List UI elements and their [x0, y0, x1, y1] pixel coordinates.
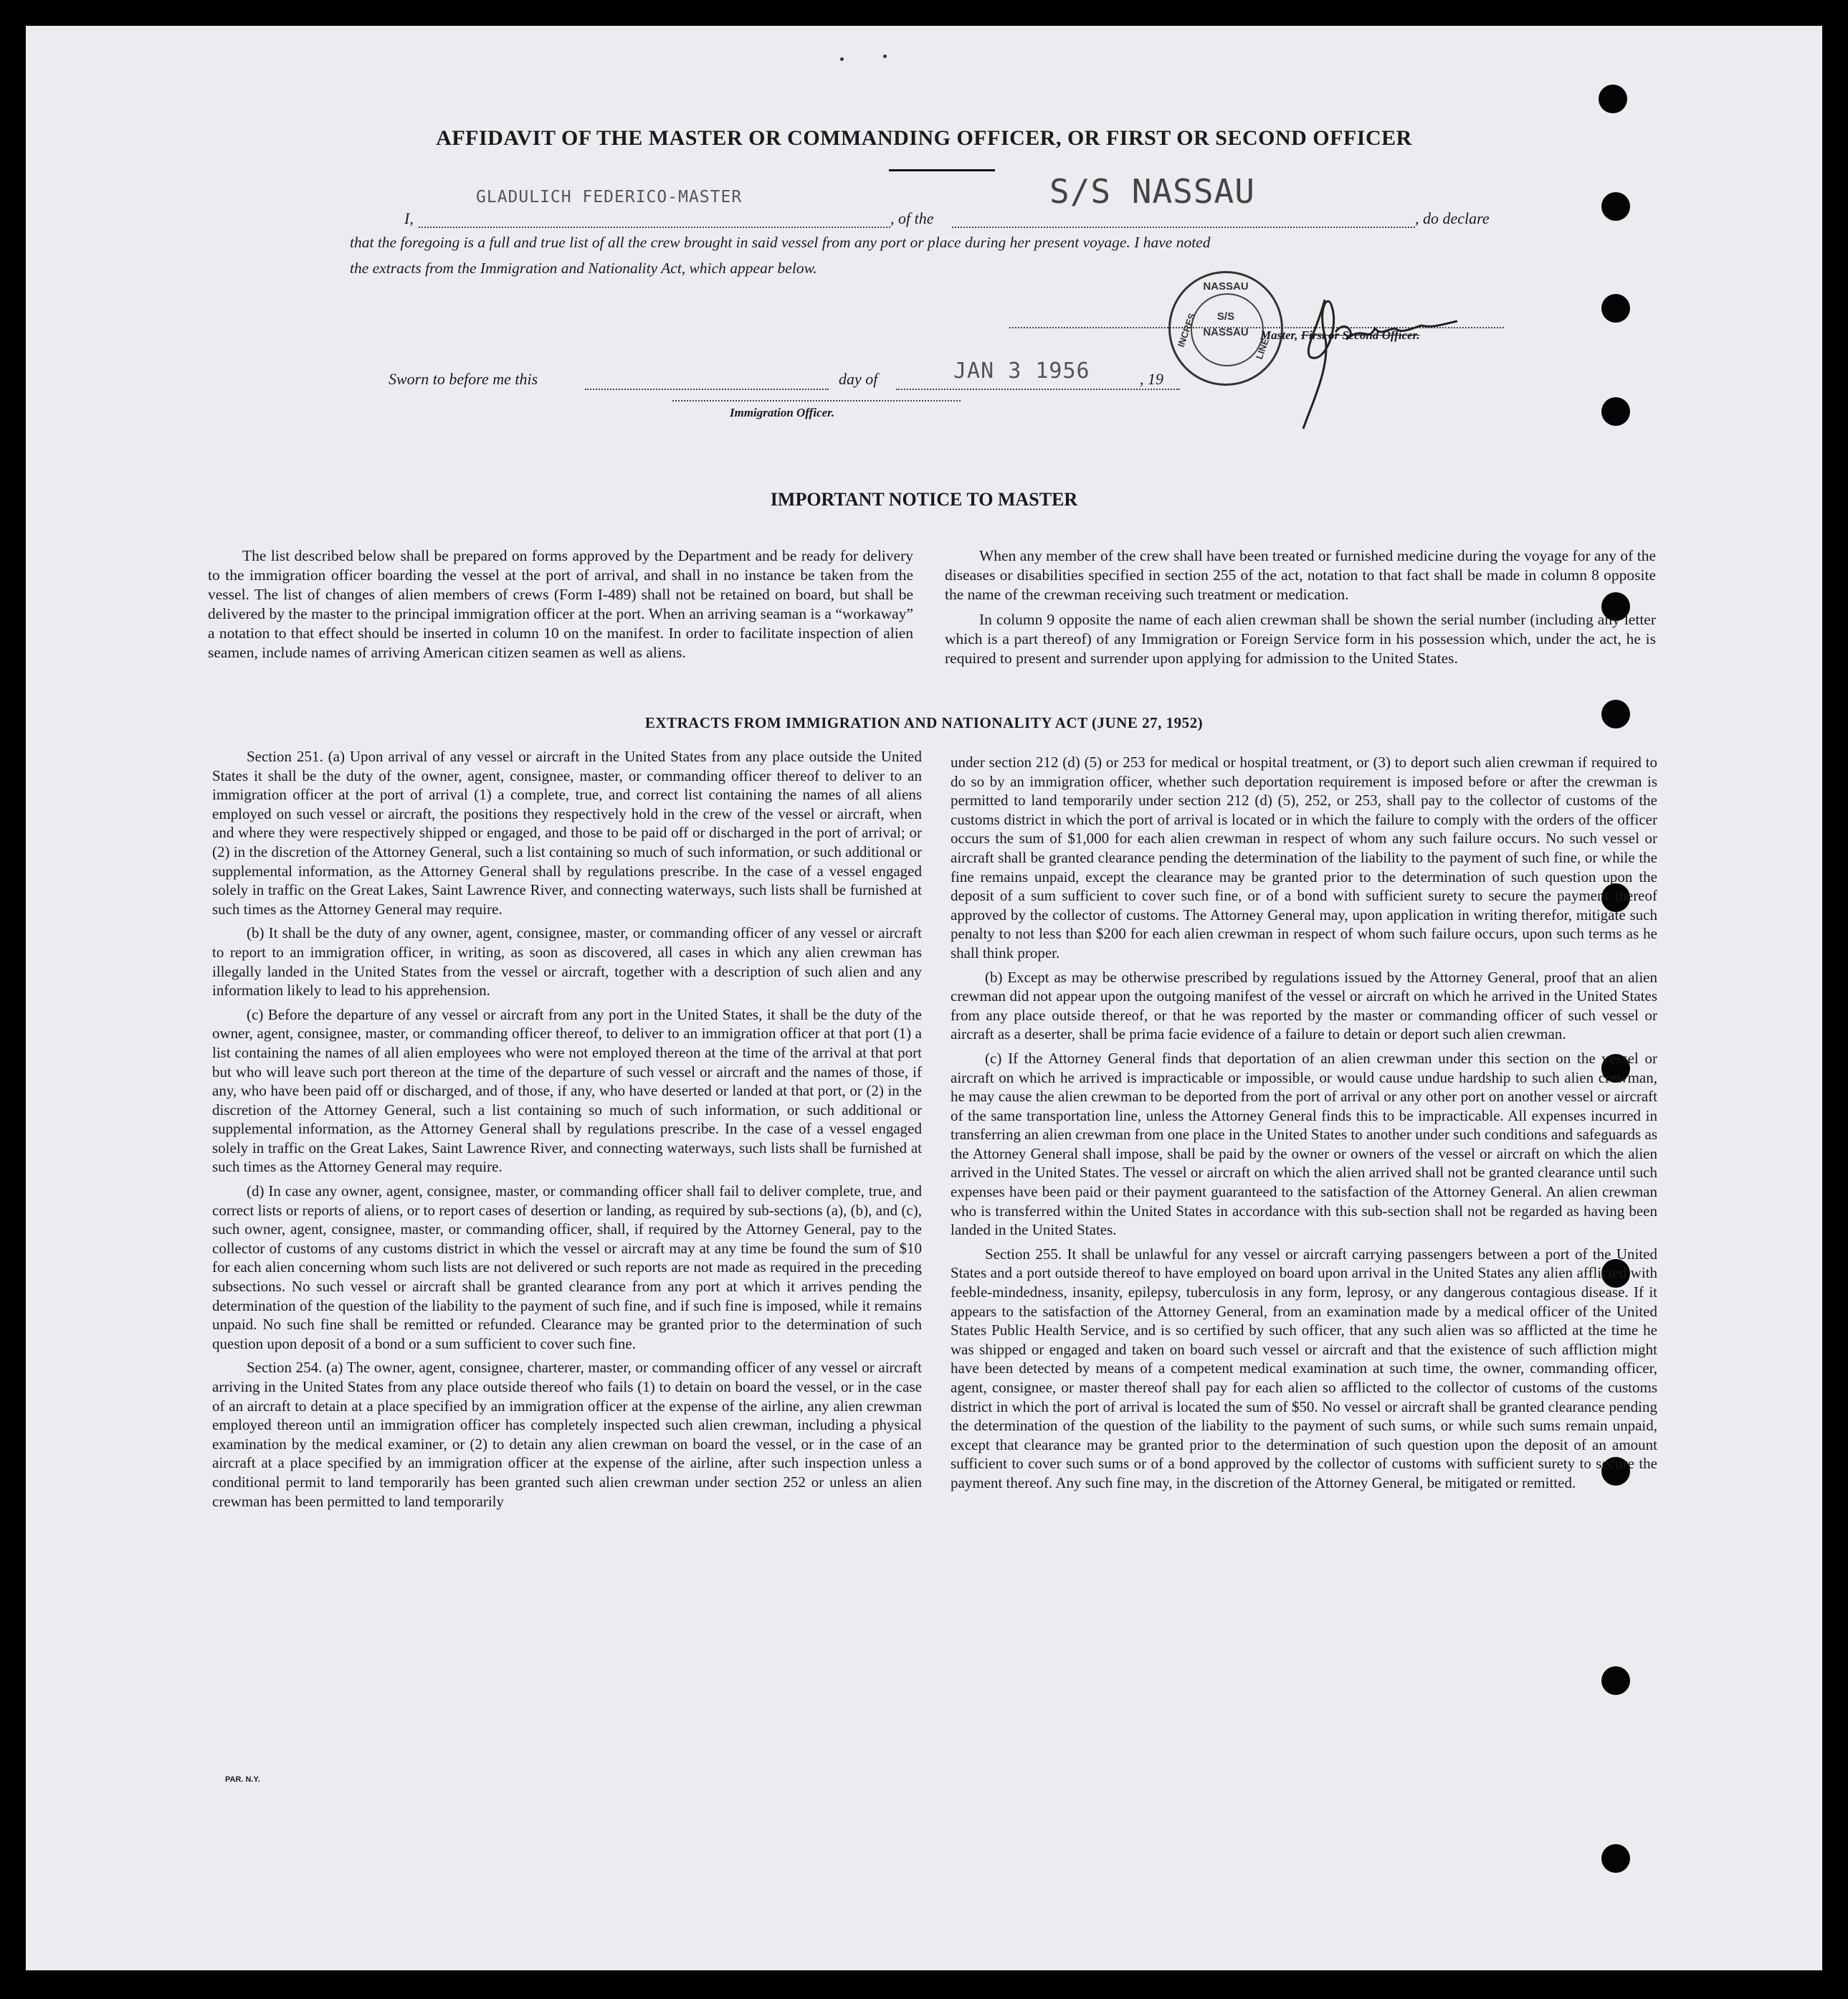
section-254-a: Section 254. (a) The owner, agent, consignee, charterer, master, or commanding officer of any vessel or aircraft arriving in the United States from any place outside thereof who fails (1) to detain on board the vessel, or in the case of an aircraft to detain at a place specified by an immigration officer at the expense of the airline, any alien crewman employed thereon until an immigration officer has completely inspected such alien crewman, including a physical examination by the medical examiner, or (2) to detain any alien crewman on board the vessel, or in the case of an aircraft at a place specified by an immigration officer at the expense of the airline, after such inspection unless a conditional permit to land temporarily has been granted such alien crewman under section 252 or unless an alien crewman has been permitted to land temporarily — [212, 1359, 922, 1510]
stamp-center-1: S/S — [1216, 310, 1235, 323]
sworn-month-line — [896, 389, 1180, 390]
punch-hole — [1601, 1666, 1630, 1695]
name-line — [419, 227, 890, 228]
vessel-line — [952, 227, 1415, 228]
section-254-a-continued: under section 212 (d) (5) or 253 for medical or hospital treatment, or (3) to deport such alien crewman if required to do so by an immigration officer, whether such deportation requirement is imposed before or after the crewman is permitted to land temporarily under section 212 (d) (5), 252, or 253, shall pay to the collector of customs of the customs district in which the port of arrival is located or in which the failure to comply with the orders of the officer occurs the sum of $1,000 for each alien crewman in respect of whom any such failure occurs. No such vessel or aircraft shall be granted clearance pending the determination of the liability to the payment of such fine, or while the fine remains unpaid, except the clearance may be granted prior to the determination of such question upon the deposit of a sum sufficient to cover such fine, or of a bond with sufficient surety to secure the payment thereof approved by the collector of customs. The Attorney General may, upon application in writing therefor, mitigate such penalty to not less than $200 for each alien crewman in respect of whom such failure occurs, upon such terms as he shall think proper. — [951, 754, 1657, 961]
stamp-left-text: INCRES — [1175, 311, 1198, 349]
day-of-label: day of — [839, 370, 878, 388]
notice-right-paragraph-1: When any member of the crew shall have been treated or furnished medicine during the voyage for any of the diseases or disabilities specified in section 255 of the act, notation to that fact shall be made in column 8 opposite the name of the crewman receiving such treatment or medication. — [945, 547, 1656, 603]
affidavit-title: AFFIDAVIT OF THE MASTER OR COMMANDING OFFICER, OR FIRST OR SECOND OFFICER — [436, 126, 1412, 150]
declaration-line-1: that the foregoing is a full and true list of all the crew brought in said vessel from any port or place during her present voyage. I have noted — [350, 234, 1211, 251]
section-251-d: (d) In case any owner, agent, consignee, master, or commanding officer shall fail to deliver complete, true, and correct lists or reports of aliens, or to report cases of desertion or landing, as required by sub-sections (a), (b), and (c), such owner, agent, consignee, master, or commanding officer, shall, if required by the Attorney General, pay to the collector of customs of any customs district in which the vessel or aircraft may at any time be found the sum of $10 for each alien concerning whom such lists are not delivered or such reports are not made as required in the preceding subsections. No such vessel or aircraft shall be granted clearance from any port at which it arrives pending the determination of the question of the liability to the payment of such fine, and if such fine is imposed, while it remains unpaid. No such fine shall be remitted or refunded. Clearance may be granted prior to the determination of such question upon deposit of a bond or a sum sufficient to cover such fine. — [212, 1182, 922, 1352]
section-251-b: (b) It shall be the duty of any owner, agent, consignee, master, or commanding officer of any vessel or aircraft to report to an immigration officer, in writing, as soon as discovered, all cases in which any alien crewman has illegally landed in the United States from the vessel or aircraft, together with a description of such alien and any information likely to lead to his apprehension. — [212, 924, 922, 1000]
notice-right-paragraph-2: In column 9 opposite the name of each alien crewman shall be shown the serial number (including any letter which is a part thereof) of any Immigration or Foreign Service form in his possession which, under the act, he is required to present and surrender upon applying for admission to the United States. — [945, 611, 1656, 667]
notice-title: IMPORTANT NOTICE TO MASTER — [770, 489, 1078, 510]
sworn-label: Sworn to before me this — [389, 370, 538, 388]
stamp-ring-text: NASSAU — [1203, 280, 1249, 293]
immigration-officer-line — [672, 400, 961, 402]
stamp-center-2: NASSAU — [1203, 326, 1249, 338]
vessel-name-field: S/S NASSAU — [1049, 172, 1255, 211]
master-name-field: GLADULICH FEDERICO-MASTER — [476, 188, 743, 206]
speck — [883, 54, 887, 58]
sworn-day-line — [585, 389, 829, 390]
master-label: Master, — [1260, 328, 1298, 342]
struck-officer-label: First or Second Officer. — [1300, 328, 1420, 342]
immigration-officer-caption: Immigration Officer. — [730, 406, 835, 419]
notice-right-column — [945, 546, 1656, 674]
extracts-left-column — [212, 747, 922, 1516]
of-the-label: , of the — [890, 209, 934, 227]
section-251-a: Section 251. (a) Upon arrival of any vessel or aircraft in the United States from any place outside the United States it shall be the duty of the owner, agent, consignee, master, or commanding officer thereof to deliver to an immigration officer at the port of arrival (1) a complete, true, and correct list containing the names of all aliens employed on such vessel or aircraft, the positions they respectively hold in the crew of the vessel or aircraft, when and where they were respectively shipped or engaged, and those to be paid off or discharged in the port of arrival; or (2) in the discretion of the Attorney General, such a list containing so much of such information, or such additional or supplemental information, as the Attorney General shall by regulations prescribe. In the case of a vessel engaged solely in traffic on the Great Lakes, Saint Lawrence River, and connecting waterways, such lists shall be furnished at such times as the Attorney General may require. — [212, 748, 922, 918]
section-254-c: (c) If the Attorney General finds that deportation of an alien crewman under this section on the vessel or aircraft on which he arrived is impracticable or impossible, or would cause undue hardship to such alien crewman, he may cause the alien crewman to be deported from the port of arrival or any other port on another vessel or aircraft of the same transportation line, unless the Attorney General finds this to be impracticable. All expenses incurred in transferring an alien crewman from one place in the United States to another under such conditions and safeguards as the Attorney General shall impose, shall be paid by the owner or owners of the vessel or aircraft on which the alien arrived in the United States. The vessel or aircraft on which the alien arrived shall not be granted clearance until such expenses have been paid or their payment guaranteed to the satisfaction of the Attorney General. An alien crewman who is transferred within the United States in accordance with this sub-section shall not be regarded as having been landed in the United States. — [951, 1049, 1657, 1239]
title-underline — [889, 169, 995, 171]
section-255: Section 255. It shall be unlawful for any vessel or aircraft carrying passengers between a port of the United States and a port outside thereof to have employed on board upon arrival in the United States any alien afflicted with feeble-mindedness, insanity, epilepsy, tuberculosis in any form, leprosy, or any dangerous contagious disease. If it appears to the satisfaction of the Attorney General, from an examination made by a medical officer of the United States Public Health Service, and is so certified by such officer, that any such alien was so afflicted at the time he was shipped or engaged and taken on board such vessel or aircraft and that the existence of such affliction might have been detected by means of a competent medical examination at such time, the owner, commanding officer, agent, consignee, or master thereof shall pay for each alien so afflicted to the collector of customs of the customs district in which the port of arrival is located the sum of $50. No vessel or aircraft shall be granted clearance pending the determination of the question of the liability to the payment of such sums, or while such sums remain unpaid, except that clearance may be granted prior to the determination of such question upon the deposit of an amount sufficient to cover such sums or of a bond approved by the collector of customs with sufficient surety to secure the payment thereof. Any such fine may, in the discretion of the Attorney General, be mitigated or remitted. — [951, 1245, 1657, 1491]
master-signature — [1296, 278, 1511, 436]
i-label: I, — [404, 209, 414, 227]
section-254-b: (b) Except as may be otherwise prescribed by regulations issued by the Attorney General, proof that an alien crewman did not appear upon the outgoing manifest of the vessel or aircraft on which he arrived in the United States from any place outside thereof, or that he was reported by the master or commanding officer of such vessel or aircraft as a deserter, shall be prima facie evidence of a failure to detain or deport such alien crewman. — [951, 968, 1657, 1043]
master-caption — [1260, 328, 1420, 343]
declaration-line-2: the extracts from the Immigration and Nationality Act, which appear below. — [350, 260, 817, 277]
notice-left-paragraph: The list described below shall be prepared on forms approved by the Department and be ready for delivery to the immigration officer boarding the vessel at the port of arrival, and shall in no instance be taken from the vessel. The list of changes of alien members of crews (Form I-489) shall not be retained on board, but shall be delivered by the master to the principal immigration officer at the port. When an arriving seaman is a “workaway” a notation to that effect should be inserted in column 10 on the manifest. In order to facilitate inspection of alien seamen, include names of arriving American citizen seamen as well as aliens. — [208, 547, 913, 661]
notice-left-column — [208, 546, 913, 668]
printer-mark: PAR. N.Y. — [225, 1775, 260, 1784]
document-page — [26, 26, 1822, 1970]
extracts-title: EXTRACTS FROM IMMIGRATION AND NATIONALITY ACT (JUNE 27, 1952) — [644, 714, 1204, 731]
extracts-right-column — [951, 753, 1657, 1498]
date-stamp: JAN 3 1956 — [953, 359, 1090, 384]
year-label: , 19 — [1140, 370, 1163, 388]
punch-hole — [1601, 294, 1630, 323]
stamp-right-text: LINE — [1253, 337, 1272, 361]
punch-hole — [1601, 192, 1630, 221]
punch-hole — [1599, 85, 1627, 113]
punch-hole — [1601, 397, 1630, 426]
do-declare-label: , do declare — [1415, 209, 1490, 227]
punch-hole — [1601, 1844, 1630, 1873]
section-251-c: (c) Before the departure of any vessel or aircraft from any port in the United States, it shall be the duty of the owner, agent, consignee, master, or commanding officer thereof, to deliver to an immigration officer at that port (1) a list containing the names of all alien employees who were not employed thereon at the time of the arrival at that port but who will leave such port thereon at the time of the departure of such vessel or aircraft and the names of those, if any, who have been paid off or discharged, and of those, if any, who have deserted or landed at that port, or (2) in the discretion of the Attorney General, such a list containing so much of such information, or such additional or supplemental information, as the Attorney General shall by regulations prescribe. In the case of a vessel engaged solely in traffic on the Great Lakes, Saint Lawrence River, and connecting waterways, such lists shall be furnished at such times as the Attorney General may require. — [212, 1005, 922, 1176]
speck — [840, 57, 844, 61]
